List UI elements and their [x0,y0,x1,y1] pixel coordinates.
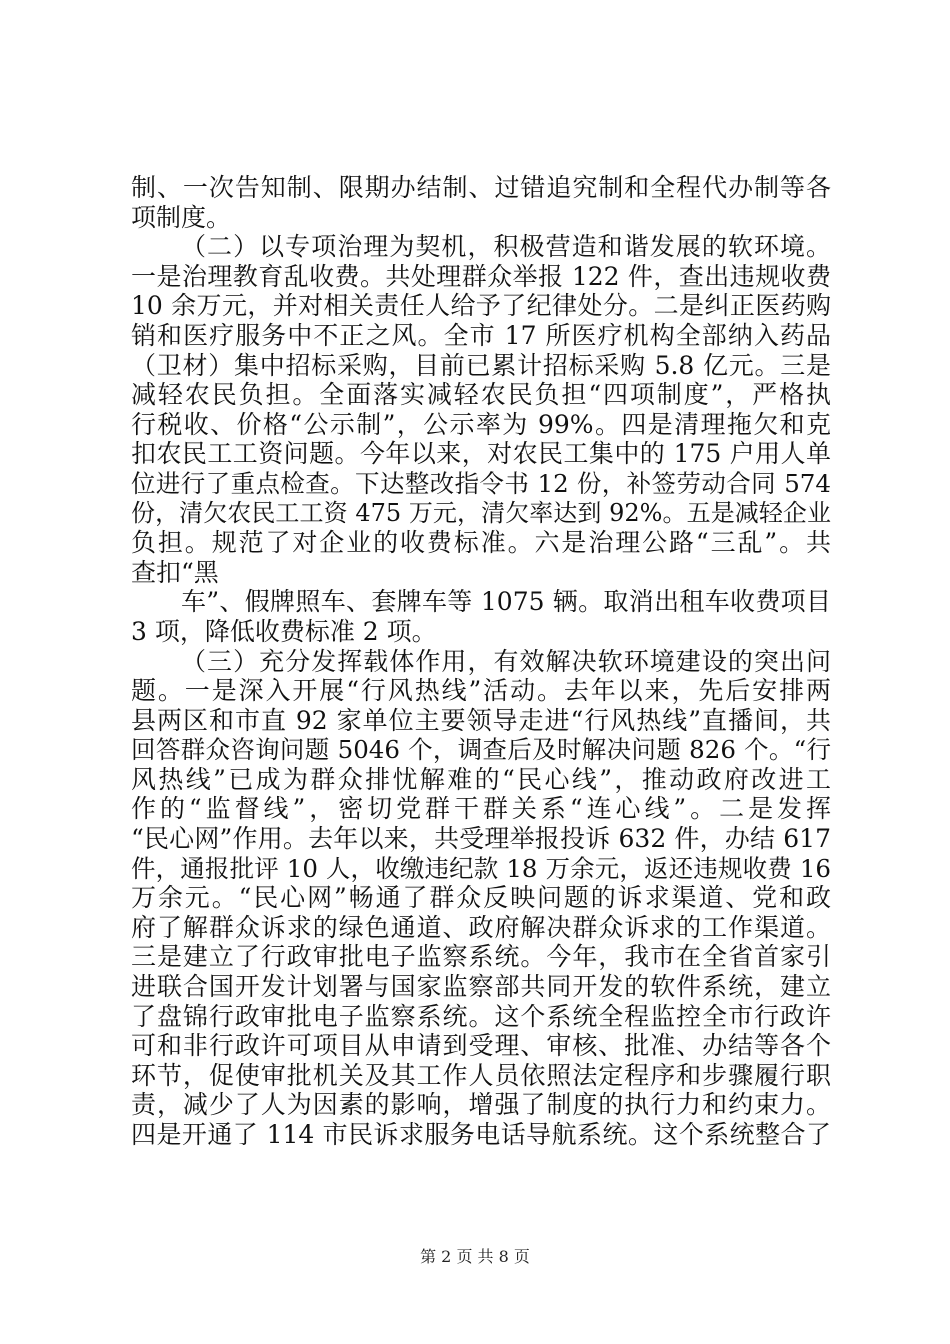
text-line: 扣农民工工资问题。今年以来，对农民工集中的 175 户用人单 [131,439,831,469]
page-number-footer: 第 2 页 共 8 页 [420,1247,530,1266]
text-line: 份，清欠农民工工资 475 万元，清欠率达到 92%。五是减轻企业 [131,498,831,527]
text-line: 制、一次告知制、限期办结制、过错追究制和全程代办制等各 [131,173,831,202]
text-line: 可和非行政许可项目从申请到受理、审核、批准、办结等各个 [131,1031,831,1061]
text-line: 环节，促使审批机关及其工作人员依照法定程序和步骤履行职 [131,1060,831,1090]
text-line: 查扣“黑 [131,557,219,587]
text-line: 回答群众咨询问题 5046 个，调查后及时解决问题 826 个。“行 [131,735,831,765]
text-line: 四是开通了 114 市民诉求服务电话导航系统。这个系统整合了 [131,1120,831,1149]
text-line: 10 余万元，并对相关责任人给予了纪律处分。二是纠正医药购 [131,291,831,321]
text-line: “民心网”作用。去年以来，共受理举报投诉 632 件，办结 617 [131,824,831,854]
text-line: 车”、假牌照车、套牌车等 1075 辆。取消出租车收费项目 [181,587,831,617]
text-line: 3 项，降低收费标准 2 项。 [131,616,437,646]
text-line: 项制度。 [131,202,232,232]
text-line: 位进行了重点检查。下达整改指令书 12 份，补签劳动合同 574 [131,468,831,498]
text-line: 万余元。“民心网”畅通了群众反映问题的诉求渠道、党和政 [131,883,831,913]
text-line: 销和医疗服务中不正之风。全市 17 所医疗机构全部纳入药品 [131,320,831,350]
text-line: 件，通报批评 10 人，收缴违纪款 18 万余元，返还违规收费 16 [131,853,831,883]
text-line: 责，减少了人为因素的影响，增强了制度的执行力和约束力。 [131,1090,831,1120]
text-line: 负担。规范了对企业的收费标准。六是治理公路“三乱”。共 [131,528,831,558]
text-line: 进联合国开发计划署与国家监察部共同开发的软件系统，建立 [131,972,831,1002]
section-heading-line: （三）充分发挥载体作用，有效解决软环境建设的突出问 [181,646,831,676]
text-line: 县两区和市直 92 家单位主要领导走进“行风热线”直播间，共 [131,705,831,735]
text-line: 题。一是深入开展“行风热线”活动。去年以来，先后安排两 [131,676,831,706]
text-line: 了盘锦行政审批电子监察系统。这个系统全程监控全市行政许 [131,1001,831,1031]
text-line: 风热线”已成为群众排忧解难的“民心线”，推动政府改进工 [131,764,831,794]
text-line: 一是治理教育乱收费。共处理群众举报 122 件，查出违规收费 [131,261,831,291]
body-text [131,173,831,1150]
section-heading-line: （二）以专项治理为契机，积极营造和谐发展的软环境。 [181,232,831,262]
text-line: 作的“监督线”，密切党群干群关系“连心线”。二是发挥 [131,794,831,824]
text-line: （卫材）集中招标采购，目前已累计招标采购 5.8 亿元。三是 [131,350,831,380]
text-line: 府了解群众诉求的绿色通道、政府解决群众诉求的工作渠道。 [131,912,831,942]
text-line: 三是建立了行政审批电子监察系统。今年，我市在全省首家引 [131,942,831,972]
text-line: 行税收、价格“公示制”，公示率为 99%。四是清理拖欠和克 [131,409,831,439]
text-line: 减轻农民负担。全面落实减轻农民负担“四项制度”，严格执 [131,380,831,410]
